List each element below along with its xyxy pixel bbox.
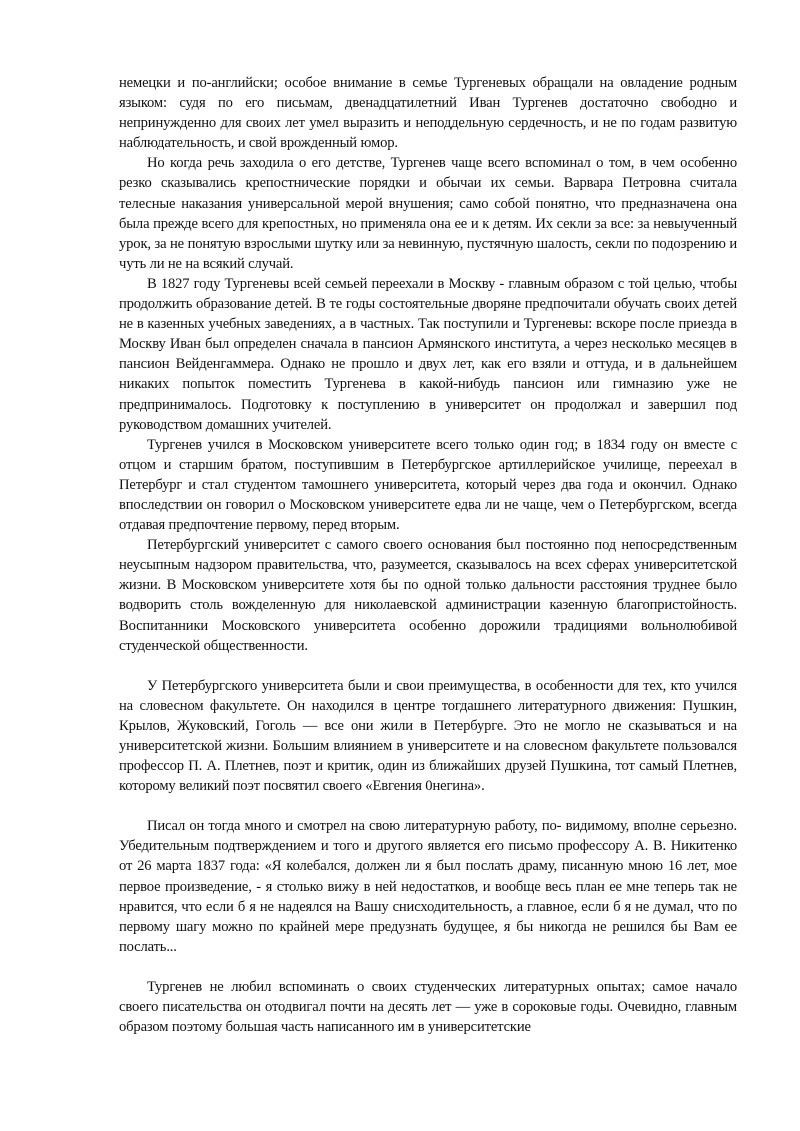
paragraph-7: Писал он тогда много и смотрел на свою литературную работу, по- видимому, вполне серьезно. Убедительным подтверждением и того и другого является его письмо профессору А. В. Никитенко от 26 марта 1837 года: «Я колебался, должен ли я был послать драму, писанную мною 16 лет, мое первое произведение, - я столько вижу в ней недостатков, и вообще весь план ее мне теперь так не нравится, что если б я не надеялся на Вашу снисходительность, а главное, если б я не думал, что по первому шагу можно по крайней мере предузнать будущее, я бы никогда не решился бы Вам ее послать...	[119, 818, 737, 955]
paragraph-1: немецки и по-английски; особое внимание в семье Тургеневых обращали на овладение родным языком: судя по его письмам, двенадцатилетний Иван Тургенев достаточно свободно и непринужденно для своих лет умел выразить и неподдельную сердечность, и не по годам развитую наблюдательность, и свой врожденный юмор.	[119, 75, 737, 152]
paragraph-5: Петербургский университет с самого своего основания был постоянно под непосредственным неусыпным надзором правительства, что, разумеется, сказывалось на всех сферах университетской жизни. В Московском университете хотя бы по одной только дальности расстояния труднее было водворить столь вожделенную для николаевской администрации казенную благопристойность. Воспитанники Московского университета особенно дорожили традициями вольнолюбивой студенческой общественности.	[119, 537, 737, 654]
paragraph-2: Но когда речь заходила о его детстве, Тургенев чаще всего вспоминал о том, в чем особенно резко сказывались крепостнические порядки и обычаи их семьи. Варвара Петровна считала телесные наказания универсальной мерой внушения; само собой понятно, что предназначена она была прежде всего для крепостных, но применяла она ее и к детям. Их секли за все: за невыученный урок, за не понятую взрослыми шутку или за невинную, пустячную шалость, секли по подозрению и чуть ли не на всякий случай.	[119, 155, 737, 272]
paragraph-4: Тургенев учился в Московском университете всего только один год; в 1834 году он вместе с отцом и старшим братом, поступившим в Петербургское артиллерийское училище, переехал в Петербург и стал студентом тамошнего университета, который через два года и окончил. Однако впоследствии он говорил о Московском университете едва ли не чаще, чем о Петербургском, всегда отдавая предпочтение первому, перед вторым.	[119, 436, 737, 534]
document-page	[119, 73, 737, 1037]
paragraph-6: У Петербургского университета были и свои преимущества, в особенности для тех, кто учился на словесном факультете. Он находился в центре тогдашнего литературного движения: Пушкин, Крылов, Жуковский, Гоголь — все они жили в Петербурге. Это не могло не сказываться и на университетской жизни. Большим влиянием в университете и на словесном факультете пользовался профессор П. А. Плетнев, поэт и критик, один из ближайших друзей Пушкина, тот самый Плетнев, которому великий поэт посвятил своего «Евгения 0негина».	[119, 677, 737, 795]
paragraph-3: В 1827 году Тургеневы всей семьей переехали в Москву - главным образом с той целью, чтобы продолжить образование детей. В те годы состоятельные дворяне предпочитали обучать своих детей не в казенных учебных заведениях, а в частных. Так поступили и Тургеневы: вскоре после приезда в Москву Иван был определен сначала в пансион Армянского института, а через несколько месяцев в пансион Вейденгаммера. Однако не прошло и двух лет, как его взяли и оттуда, и в дальнейшем никаких попыток поместить Тургенева в какой-нибудь пансион или гимназию уже не предпринималось. Подготовку к поступлению в университет он продолжал и завершил под руководством домашних учителей.	[119, 275, 737, 433]
paragraph-8: Тургенев не любил вспоминать о своих студенческих литературных опытах; самое начало своего писательства он отодвигал почти на десять лет — уже в сороковые годы. Очевидно, главным образом поэтому большая часть написанного им в университетские	[119, 978, 737, 1036]
